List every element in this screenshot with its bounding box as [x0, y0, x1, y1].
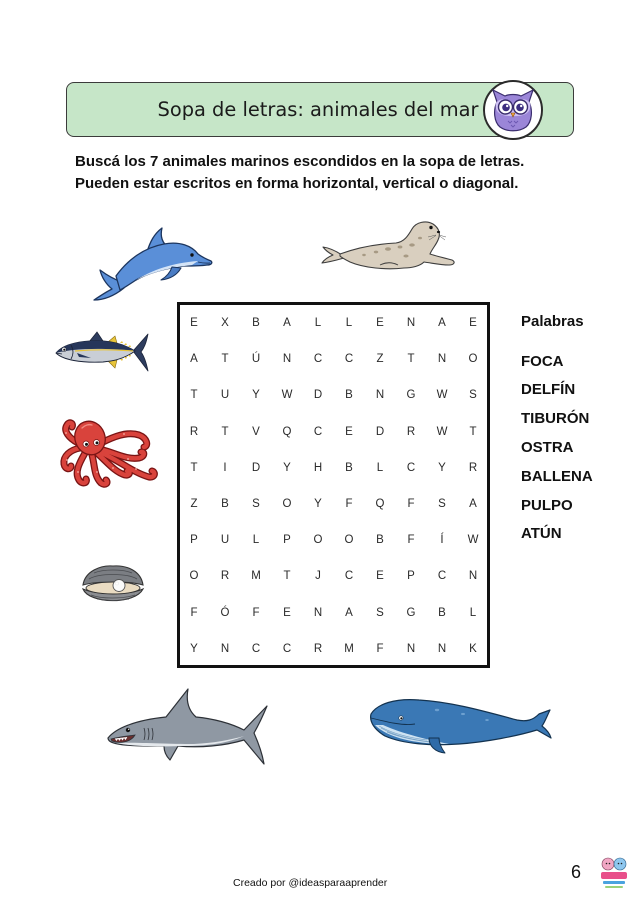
grid-letter: I — [223, 461, 227, 474]
grid-letter: C — [437, 570, 447, 583]
grid-letter: C — [344, 570, 354, 583]
grid-letter: C — [313, 353, 323, 366]
grid-letter: Y — [438, 461, 446, 474]
grid-letter: Q — [282, 425, 292, 438]
grid-letter: O — [189, 570, 199, 583]
grid-letter: B — [345, 461, 353, 474]
grid-letter: B — [345, 389, 353, 402]
shark-eye — [126, 728, 130, 732]
grid-letter: L — [314, 317, 322, 330]
grid-letter: T — [190, 461, 198, 474]
grid-letter: Y — [190, 642, 198, 655]
grid-letter: K — [469, 642, 477, 655]
tuna-body — [56, 341, 135, 362]
grid-letter: T — [407, 353, 415, 366]
grid-letter: N — [282, 353, 292, 366]
grid-letter: P — [407, 570, 415, 583]
shark-illustration — [104, 686, 272, 768]
credit-text: Creado por @ideasparaaprender — [233, 877, 388, 889]
grid-letter: N — [375, 389, 385, 402]
grid-letter: T — [221, 425, 229, 438]
grid-letter: Ó — [220, 606, 230, 619]
grid-letter: L — [345, 317, 353, 330]
grid-letter: N — [406, 642, 416, 655]
grid-letter: B — [376, 534, 384, 547]
whale-body — [371, 700, 551, 745]
dolphin-eye — [190, 253, 193, 256]
grid-letter: S — [438, 498, 446, 511]
grid-letter: G — [406, 606, 416, 619]
octopus-illustration — [58, 416, 158, 490]
grid-letter: G — [406, 389, 416, 402]
word-list-item: BALLENA — [521, 467, 593, 485]
grid-letter: L — [252, 534, 260, 547]
grid-letter: P — [283, 534, 291, 547]
grid-letter: N — [406, 317, 416, 330]
grid-letter: Í — [440, 534, 444, 547]
grid-letter: B — [252, 317, 260, 330]
dolphin-illustration — [92, 226, 214, 302]
grid-letter: E — [190, 317, 198, 330]
grid-letter: E — [376, 570, 384, 583]
grid-letter: N — [437, 642, 447, 655]
grid-letter: F — [407, 534, 415, 547]
grid-letter: Ú — [251, 353, 261, 366]
seal-illustration — [320, 218, 458, 276]
letter-grid — [179, 305, 489, 667]
grid-letter: U — [220, 389, 230, 402]
grid-letter: N — [437, 353, 447, 366]
grid-letter: A — [190, 353, 198, 366]
grid-letter: X — [221, 317, 229, 330]
grid-letter: S — [252, 498, 260, 511]
grid-letter: C — [406, 461, 416, 474]
word-list-item: ATÚN — [521, 525, 562, 543]
grid-letter: O — [313, 534, 323, 547]
word-list — [521, 348, 593, 550]
shark-body — [108, 689, 267, 764]
owl-icon — [482, 79, 544, 141]
grid-letter: C — [251, 642, 261, 655]
grid-letter: C — [313, 425, 323, 438]
grid-letter: T — [190, 389, 198, 402]
grid-letter: Z — [376, 353, 384, 366]
word-list-item: TIBURÓN — [521, 410, 590, 428]
grid-letter: F — [376, 642, 384, 655]
grid-letter: T — [221, 353, 229, 366]
grid-letter: Y — [252, 389, 260, 402]
grid-letter: F — [407, 498, 415, 511]
grid-letter: Y — [314, 498, 322, 511]
grid-letter: B — [438, 606, 446, 619]
grid-letter: W — [467, 534, 479, 547]
grid-letter: R — [313, 642, 323, 655]
grid-letter: S — [376, 606, 384, 619]
grid-letter: P — [190, 534, 198, 547]
grid-letter: W — [436, 389, 448, 402]
grid-letter: A — [345, 606, 353, 619]
grid-letter: Y — [283, 461, 291, 474]
tuna-illustration — [53, 330, 151, 376]
instructions — [75, 151, 524, 195]
pearl — [113, 580, 125, 592]
grid-letter: L — [376, 461, 384, 474]
grid-letter: T — [283, 570, 291, 583]
grid-letter: D — [375, 425, 385, 438]
grid-letter: A — [469, 498, 477, 511]
grid-letter: M — [251, 570, 261, 583]
grid-letter: Q — [375, 498, 385, 511]
grid-letter: T — [469, 425, 477, 438]
grid-letter: E — [283, 606, 291, 619]
word-list-item: PULPO — [521, 496, 573, 514]
word-list-heading: Palabras — [521, 313, 584, 330]
grid-letter: F — [345, 498, 353, 511]
grid-letter: V — [252, 425, 260, 438]
grid-letter: A — [438, 317, 446, 330]
grid-letter: D — [251, 461, 261, 474]
grid-letter: C — [344, 353, 354, 366]
grid-letter: F — [252, 606, 260, 619]
grid-letter: R — [189, 425, 199, 438]
grid-letter: J — [315, 570, 321, 583]
grid-letter: B — [221, 498, 229, 511]
grid-letter: R — [468, 461, 478, 474]
oyster-illustration — [79, 563, 147, 607]
grid-letter: C — [282, 642, 292, 655]
grid-letter: R — [220, 570, 230, 583]
grid-letter: E — [469, 317, 477, 330]
grid-letter: E — [345, 425, 353, 438]
grid-letter: O — [282, 498, 292, 511]
page-number: 6 — [571, 862, 582, 882]
grid-letter: S — [469, 389, 477, 402]
grid-letter: Z — [190, 498, 198, 511]
word-list-item: OSTRA — [521, 438, 574, 456]
brand-logo — [596, 854, 632, 894]
dolphin-body — [116, 243, 212, 290]
grid-letter: O — [344, 534, 354, 547]
page-title: Sopa de letras: animales del mar — [157, 98, 479, 121]
grid-letter: N — [468, 570, 478, 583]
grid-letter: W — [281, 389, 293, 402]
grid-letter: U — [220, 534, 230, 547]
word-list-item: FOCA — [521, 352, 564, 370]
grid-letter: A — [283, 317, 291, 330]
word-list-item: DELFÍN — [521, 381, 576, 399]
instructions-line-2: Pueden estar escritos en forma horizontal, vertical o diagonal. — [75, 175, 519, 192]
whale-illustration — [367, 692, 553, 756]
grid-letter: W — [436, 425, 448, 438]
grid-letter: R — [406, 425, 416, 438]
grid-letter: M — [344, 642, 354, 655]
grid-letter: D — [313, 389, 323, 402]
grid-letter: H — [313, 461, 323, 474]
grid-letter: F — [190, 606, 198, 619]
grid-letter: N — [313, 606, 323, 619]
grid-letter: E — [376, 317, 384, 330]
grid-letter: O — [468, 353, 478, 366]
grid-letter: L — [469, 606, 477, 619]
grid-letter: N — [220, 642, 230, 655]
instructions-line-1: Buscá los 7 animales marinos escondidos en la sopa de letras. — [75, 153, 525, 170]
seal-body — [340, 222, 454, 269]
